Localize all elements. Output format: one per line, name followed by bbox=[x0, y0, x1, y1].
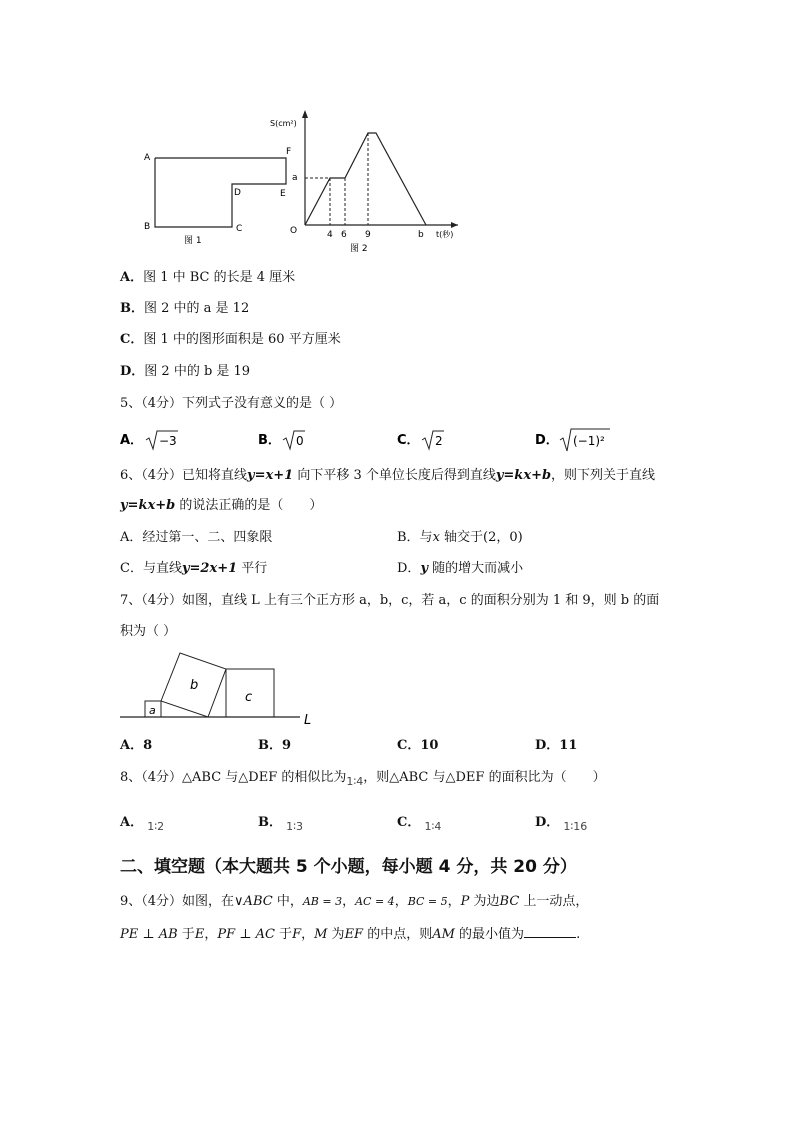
q9-l1-e: ， bbox=[447, 894, 461, 909]
q7-option-b-letter: B． bbox=[258, 738, 282, 753]
q6-stem-line1 bbox=[120, 467, 655, 485]
q9-l2-e: E bbox=[194, 927, 205, 942]
q6-option-c-2: 平行 bbox=[237, 561, 268, 576]
q6-stem-line2 bbox=[120, 497, 322, 515]
q5-radicand-b: 0 bbox=[296, 434, 304, 448]
fig2-y-label: S(cm²) bbox=[270, 119, 297, 128]
fig1-label-F: F bbox=[286, 147, 292, 157]
q8-option-b-value: 1∶3 bbox=[286, 820, 304, 833]
q9-l1-g: 上一动点， bbox=[519, 894, 589, 909]
q7-option-c[interactable] bbox=[397, 737, 438, 755]
q8-option-b-letter: B． bbox=[258, 815, 282, 830]
q6-option-b[interactable] bbox=[397, 529, 523, 547]
q8-tri1: △ABC 与△DEF 的相似比为 bbox=[182, 770, 347, 785]
q4-option-b-text: 图 2 中的 a 是 12 bbox=[144, 301, 250, 316]
q9-l2-f: F bbox=[292, 927, 302, 942]
q4-option-c[interactable] bbox=[120, 331, 341, 349]
q8-option-a[interactable] bbox=[120, 814, 164, 832]
q9-l1-f: 为边 bbox=[469, 894, 500, 909]
fig2-tick-4: 4 bbox=[327, 230, 333, 240]
q4-option-a-letter: A． bbox=[120, 270, 144, 285]
q8-option-c-letter: C． bbox=[397, 815, 421, 830]
q6-stem-1: 6、（4分）已知将直线 bbox=[120, 468, 248, 483]
q4-option-b-letter: B． bbox=[120, 301, 144, 316]
q7-figure bbox=[118, 648, 328, 730]
q9-l2-c: 于 bbox=[274, 927, 293, 942]
q6-option-b-var: x bbox=[432, 530, 440, 545]
q8-stem-2: ，则△ABC 与△DEF 的面积比为（ ） bbox=[363, 770, 606, 785]
q4-option-c-text: 图 1 中的图形面积是 60 平方厘米 bbox=[143, 332, 341, 347]
q9-l1-tri: ∨ABC bbox=[234, 894, 273, 909]
q6-option-d-1: D． bbox=[397, 561, 421, 576]
q6-option-d-var: y bbox=[420, 561, 428, 576]
q8-option-c[interactable] bbox=[397, 814, 441, 832]
q4-option-d-letter: D． bbox=[120, 364, 145, 379]
fig2-tick-6: 6 bbox=[341, 230, 347, 240]
q9-l2-a: 于 bbox=[177, 927, 195, 942]
q9-l1-c: ， bbox=[342, 894, 356, 909]
q9-l2-pe: PE ⊥ AB bbox=[120, 927, 178, 942]
q5-option-c-letter: C． bbox=[397, 433, 420, 448]
fig1-label-C: C bbox=[236, 224, 243, 234]
q6-option-c[interactable] bbox=[120, 560, 267, 578]
q6-eq2: y=kx+b bbox=[495, 468, 552, 483]
fig2-tick-b: b bbox=[418, 230, 424, 240]
fig2-caption: 图 2 bbox=[350, 244, 368, 254]
fig2-x-label: t(秒) bbox=[436, 230, 454, 239]
q7-label-L: L bbox=[304, 713, 312, 728]
fig1-label-E: E bbox=[280, 189, 286, 199]
q8-option-d[interactable] bbox=[535, 814, 587, 832]
q8-option-a-value: 1∶2 bbox=[147, 820, 165, 833]
q6-eq3: y=kx+b bbox=[120, 498, 176, 513]
q9-l1-bc: BC = 5 bbox=[407, 895, 448, 908]
q8-ratio: 1∶4 bbox=[346, 775, 364, 788]
q9-l2-m: M bbox=[314, 927, 328, 942]
q5-radicand-c: 2 bbox=[435, 434, 443, 448]
q7-label-c: c bbox=[245, 690, 253, 705]
q6-option-b-1: B．与 bbox=[397, 530, 433, 545]
q8-option-c-value: 1∶4 bbox=[424, 820, 442, 833]
q6-stem-2: 向下平移 3 个单位长度后得到直线 bbox=[293, 468, 496, 483]
fig1-label-A: A bbox=[144, 153, 151, 163]
q9-l1-a: 9、（4分）如图，在 bbox=[120, 894, 235, 909]
fig2-origin: O bbox=[290, 226, 298, 236]
fig2-tick-9: 9 bbox=[365, 230, 371, 240]
fig1-label-B: B bbox=[144, 222, 151, 232]
q8-option-d-letter: D． bbox=[535, 815, 560, 830]
q5-option-b-letter: B． bbox=[258, 433, 281, 448]
q6-stem-4: 的说法正确的是（ ） bbox=[175, 498, 323, 513]
q5-option-a[interactable] bbox=[120, 431, 178, 449]
q9-l2-am: AM bbox=[432, 927, 455, 942]
q9-l2-e2: 为 bbox=[327, 927, 345, 942]
q7-label-b: b bbox=[190, 678, 199, 693]
q4-option-c-letter: C． bbox=[120, 332, 144, 347]
q4-figures bbox=[140, 106, 460, 256]
q9-l1-b: 中， bbox=[272, 894, 303, 909]
q7-stem-line2: 积为（ ） bbox=[120, 624, 177, 639]
q5-option-a-letter: A． bbox=[120, 433, 144, 448]
q4-option-a[interactable] bbox=[120, 269, 295, 287]
q9-l2-pf: PF ⊥ AC bbox=[217, 927, 275, 942]
fig1-shape bbox=[155, 158, 286, 227]
q8-stem-1: 8、（4分） bbox=[120, 770, 183, 785]
q7-option-d-value: 11 bbox=[559, 738, 578, 753]
section-2-heading: 二、填空题（本大题共 5 个小题，每小题 4 分，共 20 分） bbox=[120, 857, 577, 877]
q9-l1-bc2: BC bbox=[499, 894, 520, 909]
q5-option-d-letter: D． bbox=[535, 433, 559, 448]
q5-stem: 5、（4分）下列式子没有意义的是（ ） bbox=[120, 396, 343, 411]
q6-option-b-2: 轴交于(2，0) bbox=[439, 530, 523, 545]
q4-option-d[interactable] bbox=[120, 363, 250, 381]
q7-label-a: a bbox=[149, 704, 156, 717]
q6-eq1: y=x+1 bbox=[247, 468, 294, 483]
q7-option-d[interactable] bbox=[535, 737, 577, 755]
q8-option-d-value: 1∶16 bbox=[563, 820, 588, 833]
q7-option-b[interactable] bbox=[258, 737, 291, 755]
fig2-graph bbox=[305, 133, 426, 225]
q9-l1-d: ， bbox=[394, 894, 408, 909]
q9-l1-ac: AC = 4 bbox=[355, 895, 395, 908]
q6-option-c-1: C．与直线 bbox=[120, 561, 182, 576]
q5-option-d[interactable] bbox=[535, 429, 610, 451]
q7-option-a-value: 8 bbox=[143, 738, 153, 753]
q6-option-a[interactable]: A．经过第一、二、四象限 bbox=[120, 530, 273, 545]
q9-answer-blank[interactable] bbox=[524, 925, 576, 938]
q7-option-c-letter: C． bbox=[397, 738, 421, 753]
q6-stem-3: ，则下列关于直线 bbox=[551, 468, 656, 483]
q7-option-d-letter: D． bbox=[535, 738, 560, 753]
q7-option-c-value: 10 bbox=[420, 738, 439, 753]
q8-option-b[interactable] bbox=[258, 814, 303, 832]
q9-l1-p: P bbox=[460, 894, 470, 909]
q4-option-b[interactable] bbox=[120, 300, 249, 318]
q9-line2 bbox=[120, 925, 580, 944]
q6-option-d[interactable] bbox=[397, 560, 523, 578]
q9-line1 bbox=[120, 893, 588, 911]
fig1-label-D: D bbox=[234, 188, 241, 198]
q7-option-a[interactable] bbox=[120, 737, 152, 755]
q5-options bbox=[118, 425, 618, 455]
q7-stem-line1: 7、（4分）如图，直线 L 上有三个正方形 a，b，c，若 a，c 的面积分别为 1 和 9，则 b 的面 bbox=[120, 593, 660, 608]
q5-option-c[interactable] bbox=[397, 431, 444, 449]
q6-option-c-eq: y=2x+1 bbox=[181, 561, 238, 576]
q9-l2-g: 的最小值为 bbox=[454, 927, 525, 942]
fig2-a-label: a bbox=[292, 173, 298, 183]
q9-l2-ef: EF bbox=[344, 927, 364, 942]
q5-option-b[interactable] bbox=[258, 431, 305, 449]
q8-stem bbox=[120, 769, 606, 787]
fig1-caption: 图 1 bbox=[184, 236, 202, 246]
q9-l2-f2: 的中点，则 bbox=[363, 927, 433, 942]
q7-option-b-value: 9 bbox=[282, 738, 292, 753]
q9-l2-d: ， bbox=[301, 927, 315, 942]
q4-option-d-text: 图 2 中的 b 是 19 bbox=[144, 364, 251, 379]
q8-option-a-letter: A． bbox=[120, 815, 144, 830]
q5-radicand-d: (−1)² bbox=[573, 434, 605, 448]
q5-radicand-a: −3 bbox=[159, 434, 177, 448]
q9-l2-end: . bbox=[576, 927, 581, 942]
q9-l1-ab: AB = 3 bbox=[302, 895, 343, 908]
q7-option-a-letter: A． bbox=[120, 738, 144, 753]
q4-option-a-text: 图 1 中 BC 的长是 4 厘米 bbox=[143, 270, 296, 285]
q6-option-d-2: 随的增大而减小 bbox=[428, 561, 524, 576]
q9-l2-b: ， bbox=[204, 927, 218, 942]
